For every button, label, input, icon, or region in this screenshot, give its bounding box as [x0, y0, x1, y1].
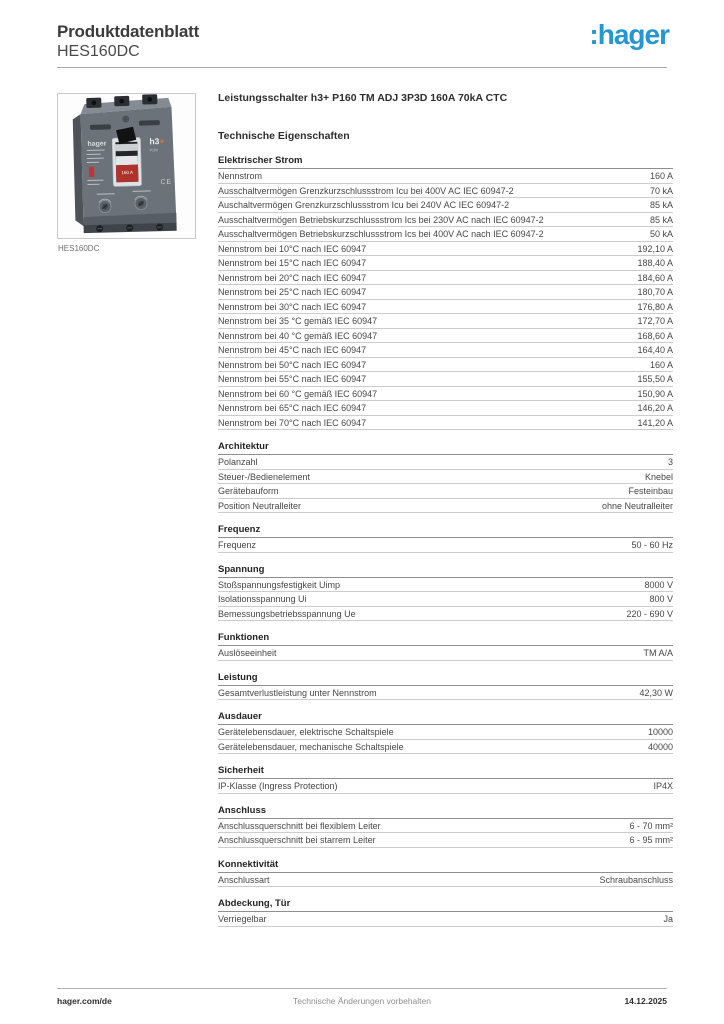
product-image-breaker	[58, 94, 195, 238]
spec-row-value: 155,50 A	[637, 374, 673, 384]
footer-divider	[57, 988, 667, 989]
spec-row-label: Nennstrom bei 35 °C gemäß IEC 60947	[218, 316, 378, 326]
spec-row-label: Anschlussquerschnitt bei flexiblem Leiter	[218, 820, 381, 831]
spec-row	[218, 358, 673, 373]
breaker-toggle-cap	[114, 144, 138, 152]
page-header	[57, 21, 199, 61]
spec-row-label: Gerätelebensdauer, mechanische Schaltspiele	[218, 741, 404, 752]
spec-row-label: Auslöseeinheit	[218, 648, 277, 658]
spec-section-title: Elektrischer Strom	[218, 156, 673, 169]
spec-row-value: 8000 V	[644, 579, 673, 590]
spec-section-title: Konnektivität	[218, 860, 673, 873]
spec-row	[218, 725, 673, 740]
spec-section	[218, 766, 673, 794]
spec-section-title: Sicherheit	[218, 766, 673, 779]
product-image-frame	[57, 93, 196, 239]
spec-row-label: IP-Klasse (Ingress Protection)	[218, 781, 338, 791]
spec-row-label: Nennstrom bei 10°C nach IEC 60947	[218, 243, 367, 254]
spec-section-title: Frequenz	[218, 525, 673, 538]
spec-row	[218, 256, 673, 271]
spec-row	[218, 416, 673, 431]
ce-mark: CE	[160, 178, 173, 187]
spec-row-label: Auschaltvermögen Grenzkurzschlussstrom Icu bei 240V AC IEC 60947-2	[218, 200, 510, 210]
device-brand-label: hager	[87, 140, 107, 149]
spec-row	[218, 740, 673, 755]
spec-row-value: 6 - 70 mm²	[629, 820, 673, 831]
spec-section	[218, 899, 673, 927]
spec-row-value: 168,60 A	[637, 330, 673, 341]
device-series-plus: +	[159, 135, 165, 147]
spec-row	[218, 607, 673, 622]
spec-row-label: Ausschaltvermögen Betriebskurzschlussstrom Ics bei 230V AC nach IEC 60947-2	[218, 214, 544, 225]
spec-row-value: 10000	[647, 727, 673, 737]
spec-row-label: Nennstrom bei 60 °C gemäß IEC 60947	[218, 388, 378, 399]
spec-row	[218, 329, 673, 344]
spec-row-label: Steuer-/Bedienelement	[218, 471, 311, 482]
spec-row	[218, 455, 673, 470]
spec-row-value: 146,20 A	[637, 403, 673, 413]
spec-row-value: Knebel	[644, 471, 673, 482]
footer-website: hager.com/de	[57, 996, 112, 1006]
spec-row	[218, 819, 673, 834]
spec-row-label: Nennstrom bei 25°C nach IEC 60947	[218, 287, 367, 297]
spec-row-value: 85 kA	[649, 214, 673, 225]
spec-row-value: 50 kA	[649, 229, 673, 239]
footer-disclaimer: Technische Änderungen vorbehalten	[293, 996, 431, 1006]
spec-section	[218, 156, 673, 430]
spec-row	[218, 285, 673, 300]
device-series-label: h3	[149, 136, 160, 147]
spec-row	[218, 169, 673, 184]
spec-row	[218, 184, 673, 199]
spec-row-label: Anschlussart	[218, 874, 270, 885]
spec-row	[218, 198, 673, 213]
spec-section-title: Anschluss	[218, 806, 673, 819]
spec-row-label: Nennstrom bei 45°C nach IEC 60947	[218, 345, 367, 355]
spec-row	[218, 470, 673, 485]
spec-row-label: Nennstrom bei 40 °C gemäß IEC 60947	[218, 330, 378, 341]
spec-row-label: Anschlussquerschnitt bei starrem Leiter	[218, 835, 376, 845]
spec-row	[218, 779, 673, 794]
spec-row	[218, 646, 673, 661]
spec-row-label: Verriegelbar	[218, 914, 267, 924]
product-title: Leistungsschalter h3+ P160 TM ADJ 3P3D 160A 70kA CTC	[218, 92, 508, 104]
spec-row-label: Nennstrom bei 50°C nach IEC 60947	[218, 359, 367, 370]
spec-section	[218, 442, 673, 513]
spec-row-label: Nennstrom bei 15°C nach IEC 60947	[218, 258, 367, 268]
spec-row-value: 70 kA	[649, 185, 673, 196]
spec-row	[218, 401, 673, 416]
spec-row-label: Nennstrom bei 20°C nach IEC 60947	[218, 272, 367, 283]
spec-row-value: 40000	[647, 741, 673, 752]
spec-row-value: TM A/A	[643, 648, 673, 658]
spec-row-label: Position Neutralleiter	[218, 500, 302, 511]
spec-row	[218, 538, 673, 553]
spec-row	[218, 343, 673, 358]
spec-row-value: 141,20 A	[637, 417, 673, 428]
spec-row-value: IP4X	[653, 781, 673, 791]
spec-row-label: Isolationsspannung Ui	[218, 594, 307, 604]
spec-row	[218, 499, 673, 514]
spec-row-value: 160 A	[649, 359, 673, 370]
spec-row	[218, 314, 673, 329]
spec-row-label: Polanzahl	[218, 457, 258, 467]
spec-row-label: Gerätelebensdauer, elektrische Schaltspiele	[218, 727, 394, 737]
spec-section	[218, 806, 673, 848]
spec-row-value: 3	[667, 457, 673, 467]
section-title-technische-eigenschaften: Technische Eigenschaften	[218, 130, 350, 142]
spec-row-label: Nennstrom bei 65°C nach IEC 60947	[218, 403, 367, 413]
spec-row	[218, 227, 673, 242]
spec-section-title: Funktionen	[218, 633, 673, 646]
spec-row-label: Stoßspannungsfestigkeit Uimp	[218, 579, 341, 590]
spec-row-value: 188,40 A	[637, 258, 673, 268]
spec-row-value: 220 - 690 V	[626, 608, 673, 619]
device-rating-label: 160 A	[121, 169, 133, 176]
spec-section	[218, 712, 673, 754]
spec-row-value: 6 - 95 mm²	[629, 835, 673, 845]
spec-row-value: 50 - 60 Hz	[631, 540, 673, 550]
spec-row-label: Frequenz	[218, 540, 257, 550]
spec-row-value: 160 A	[649, 171, 673, 181]
spec-row-value: 172,70 A	[637, 316, 673, 326]
breaker-vent-left	[90, 124, 111, 130]
spec-row-label: Ausschaltvermögen Betriebskurzschlussstrom Ics bei 400V AC nach IEC 60947-2	[218, 229, 544, 239]
spec-row-label: Bemessungsbetriebsspannung Ue	[218, 608, 356, 619]
spec-section-title: Architektur	[218, 442, 673, 455]
spec-section	[218, 525, 673, 553]
device-series-sub-label: P160	[149, 148, 158, 153]
spec-row-value: Festeinbau	[628, 486, 673, 496]
spec-row	[218, 242, 673, 257]
spec-row-label: Nennstrom	[218, 171, 263, 181]
spec-row	[218, 873, 673, 888]
spec-section	[218, 860, 673, 888]
spec-row-value: 42,30 W	[639, 687, 673, 698]
header-divider	[57, 67, 667, 68]
spec-section-title: Spannung	[218, 565, 673, 578]
spec-row-label: Ausschaltvermögen Grenzkurzschlussstrom Icu bei 400V AC IEC 60947-2	[218, 185, 514, 196]
spec-row-label: Gesamtverlustleistung unter Nennstrom	[218, 687, 377, 698]
spec-row-label: Nennstrom bei 55°C nach IEC 60947	[218, 374, 367, 384]
spec-row-label: Nennstrom bei 70°C nach IEC 60947	[218, 417, 367, 428]
spec-section	[218, 673, 673, 701]
hager-logo: :hager	[589, 19, 669, 50]
spec-sections	[218, 156, 673, 927]
spec-row-value: 180,70 A	[637, 287, 673, 297]
spec-row	[218, 578, 673, 593]
spec-row	[218, 387, 673, 402]
spec-row-label: Gerätebauform	[218, 486, 279, 496]
spec-row-value: Schraubanschluss	[599, 874, 673, 885]
spec-row	[218, 213, 673, 228]
spec-section-title: Ausdauer	[218, 712, 673, 725]
spec-row-value: 85 kA	[649, 200, 673, 210]
spec-row	[218, 300, 673, 315]
spec-row-value: Ja	[663, 914, 673, 924]
spec-row-value: ohne Neutralleiter	[601, 500, 673, 511]
spec-row-value: 800 V	[649, 594, 673, 604]
spec-row-label: Nennstrom bei 30°C nach IEC 60947	[218, 301, 367, 312]
spec-row	[218, 372, 673, 387]
spec-row-value: 150,90 A	[637, 388, 673, 399]
header-product-ref: HES160DC	[57, 43, 140, 60]
spec-row	[218, 592, 673, 607]
spec-content	[218, 92, 673, 927]
spec-row	[218, 484, 673, 499]
footer-date: 14.12.2025	[624, 996, 667, 1006]
spec-section	[218, 633, 673, 661]
doc-type-title: Produktdatenblatt	[57, 22, 200, 41]
spec-section-title: Abdeckung, Tür	[218, 899, 673, 912]
breaker-red-indicator	[89, 167, 94, 177]
spec-row	[218, 833, 673, 848]
spec-row-value: 192,10 A	[637, 243, 673, 254]
breaker-rating-plate-top	[116, 156, 138, 166]
spec-row	[218, 686, 673, 701]
spec-row-value: 184,60 A	[637, 272, 673, 283]
product-image-caption: HES160DC	[58, 244, 100, 253]
spec-section-title: Leistung	[218, 673, 673, 686]
spec-row-value: 176,80 A	[637, 301, 673, 312]
spec-row-value: 164,40 A	[637, 345, 673, 355]
breaker-vent-right	[139, 120, 160, 126]
spec-section	[218, 565, 673, 622]
spec-row	[218, 912, 673, 927]
spec-row	[218, 271, 673, 286]
